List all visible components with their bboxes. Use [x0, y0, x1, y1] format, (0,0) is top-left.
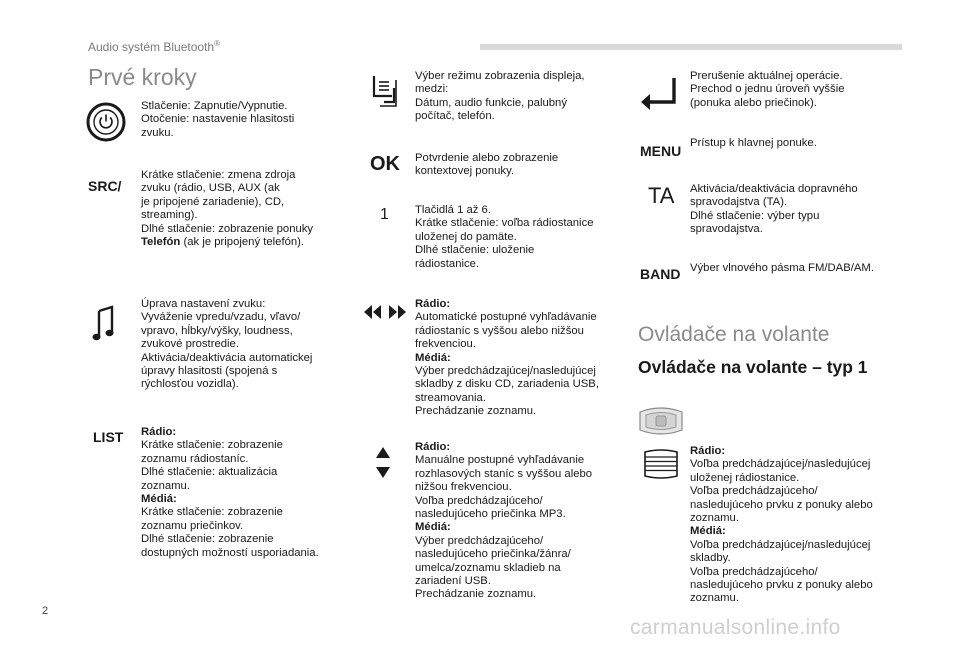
list-icon: LIST	[93, 429, 124, 445]
back-desc: Prerušenie aktuálnej operácie. Prechod o jednu úroveň vyššie (ponuka alebo priečinok).	[690, 70, 845, 109]
music-note-icon	[92, 303, 116, 343]
ta-icon: TA	[648, 183, 675, 208]
seek-arrows-icon	[362, 303, 408, 321]
watermark: carmanualsonline.info	[630, 616, 841, 639]
ok-desc: Potvrdenie alebo zobrazenie kontextovej ponuky.	[415, 152, 559, 178]
seek-desc: Rádio: Automatické postupné vyhľadávanie rádiostaníc s vyššou alebo nižšou frekvenciou. Médiá: Výber predchádzajúcej/nasledujúcej skladby z disku CD, zariadenia USB, streamovania. Prechádzanie zoznamu.	[415, 298, 599, 418]
power-desc: Stlačenie: Zapnutie/Vypnutie. Otočenie: nastavenie hlasitosti zvuku.	[141, 100, 295, 139]
sound-desc: Úprava nastavení zvuku: Vyváženie vpredu/vzadu, vľavo/ vpravo, hĺbky/výšky, loudness, zvukové prostredie. Aktivácia/deaktivácia automatickej úpravy hlasitosti (spojená s rýchlosťou vozidla).	[141, 298, 313, 391]
section2-subtitle: Ovládače na volante – typ 1	[638, 357, 868, 377]
ok-icon: OK	[370, 153, 400, 175]
scroll-wheel-icon	[642, 448, 680, 480]
section2-title: Ovládače na volante	[638, 323, 830, 346]
power-icon	[86, 102, 126, 142]
wheel-desc: Rádio: Voľba predchádzajúcej/nasledujúcej uloženej rádiostanice. Voľba predchádzajúceho/ nasledujúceho prvku z ponuky alebo zoznamu. Médiá: Voľba predchádzajúcej/nasledujúcej skladby. Voľba predchádzajúceho/ nasledujúceho prvku z ponuky alebo zoznamu.	[690, 445, 873, 605]
preset-1-icon: 1	[380, 206, 389, 223]
list-desc: Rádio: Krátke stlačenie: zobrazenie zoznamu rádiostaníc. Dlhé stlačenie: aktualizácia zoznamu. Médiá: Krátke stlačenie: zobrazenie zoznamu priečinkov. Dlhé stlačenie: zobrazenie dostupných možností usporiadania.	[141, 426, 319, 559]
ta-desc: Aktivácia/deaktivácia dopravného spravodajstva (TA). Dlhé stlačenie: výber typu spravodajstva.	[690, 183, 858, 236]
src-icon: SRC/	[88, 178, 122, 194]
page-number: 2	[42, 605, 49, 617]
display-desc: Výber režimu zobrazenia displeja, medzi: Dátum, audio funkcie, palubný počítač, telefón.	[415, 70, 585, 123]
header-rule	[480, 44, 902, 50]
band-icon: BAND	[640, 266, 681, 282]
preset-desc: Tlačidlá 1 až 6. Krátke stlačenie: voľba rádiostanice uloženej do pamäte. Dlhé stlačenie: uloženie rádiostanice.	[415, 204, 594, 270]
back-arrow-icon	[638, 74, 682, 114]
running-header: Audio systém Bluetooth®	[88, 39, 220, 54]
display-mode-icon	[370, 74, 400, 108]
band-desc: Výber vlnového pásma FM/DAB/AM.	[690, 262, 874, 274]
manual-seek-desc: Rádio: Manuálne postupné vyhľadávanie rozhlasových staníc s vyššou alebo nižšou frekvenciou. Voľba predchádzajúceho/ nasledujúceho priečinka MP3. Médiá: Výber predchádzajúceho/ nasledujúceho priečinka/žánra/ umelca/zoznamu skladieb na zariadení USB. Prechádzanie zoznamu.	[415, 441, 593, 601]
section-title: Prvé kroky	[88, 64, 197, 90]
up-down-arrows-icon	[374, 445, 392, 481]
menu-icon: MENU	[640, 143, 682, 159]
menu-desc: Prístup k hlavnej ponuke.	[690, 137, 817, 149]
src-desc: Krátke stlačenie: zmena zdroja zvuku (rádio, USB, AUX (ak je pripojené zariadenie), CD, streaming). Dlhé stlačenie: zobrazenie ponuky Telefón (ak je pripojený telefón).	[141, 169, 314, 249]
steering-control-icon	[636, 406, 686, 436]
